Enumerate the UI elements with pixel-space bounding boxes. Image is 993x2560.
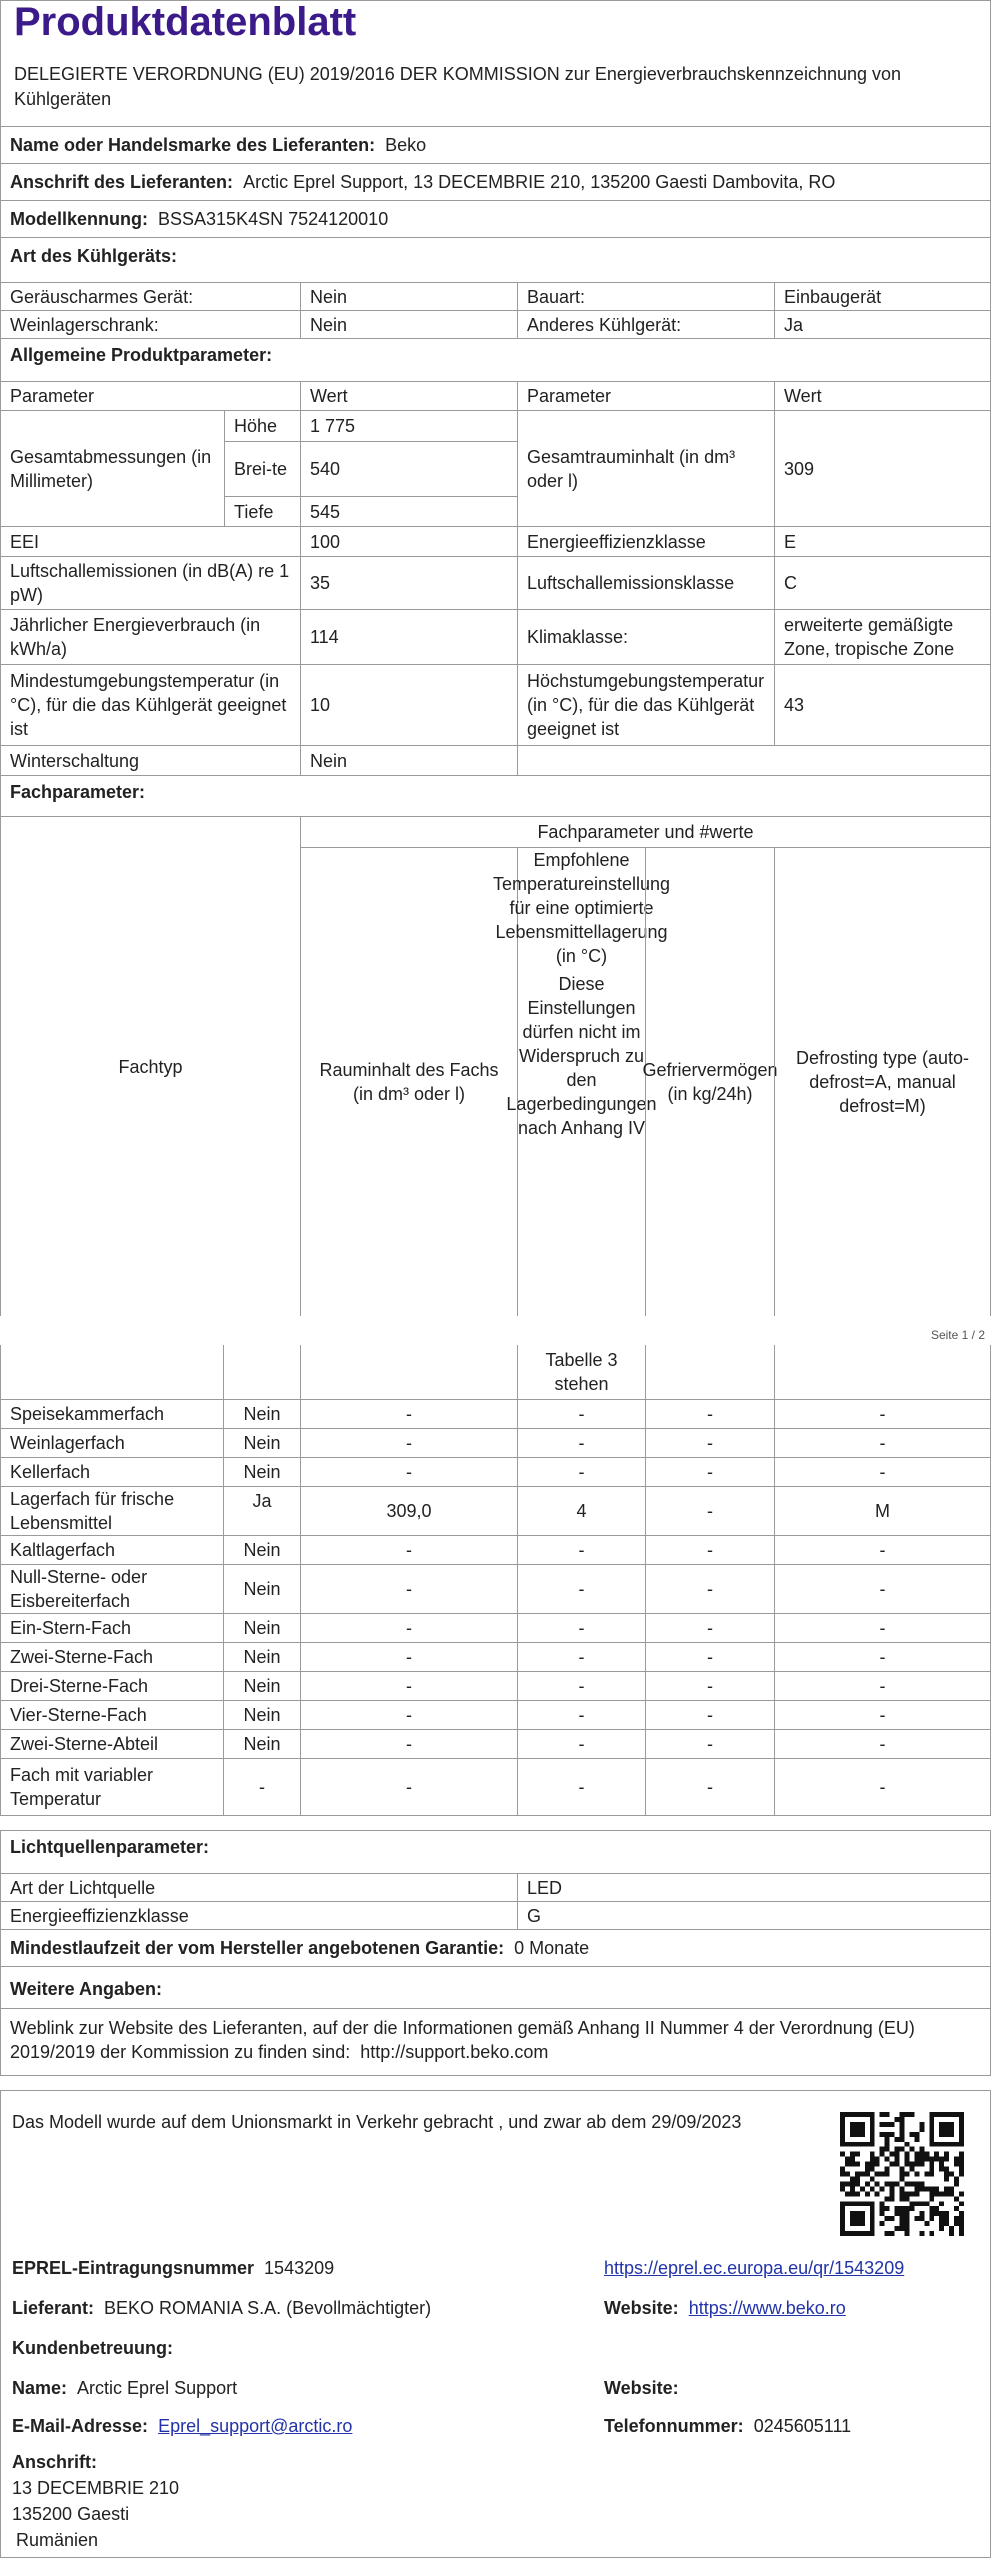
- compartment-defrost: -: [774, 1729, 991, 1759]
- design-label: Bauart:: [517, 282, 775, 311]
- compartment-volume: -: [300, 1535, 518, 1565]
- col-type-header: Fachtyp: [0, 816, 301, 1316]
- compartment-volume: -: [300, 1428, 518, 1458]
- compartment-defrost: -: [774, 1457, 991, 1487]
- min-temp-label: Mindestumgebungstemperatur (in °C), für die das Kühlgerät geeignet ist: [0, 664, 301, 746]
- compartment-temp: -: [517, 1613, 646, 1643]
- compartment-freeze: -: [645, 1758, 775, 1816]
- compartment-defrost: -: [774, 1642, 991, 1672]
- compartment-present: Nein: [223, 1399, 301, 1429]
- col-volume-header: Rauminhalt des Fachs (in dm³ oder l): [300, 847, 518, 1316]
- compartment-present: Nein: [223, 1564, 301, 1614]
- design-value: Einbaugerät: [774, 282, 991, 311]
- eprel-link[interactable]: https://eprel.ec.europa.eu/qr/1543209: [604, 2258, 905, 2278]
- support-name-label: Name:: [12, 2378, 68, 2398]
- noise-class-value: C: [774, 556, 991, 610]
- compartment-present: Nein: [223, 1700, 301, 1730]
- compartment-freeze: -: [645, 1671, 775, 1701]
- model-label: Modellkennung:: [10, 209, 148, 229]
- compartment-name: Kaltlagerfach: [0, 1535, 224, 1565]
- compartment-freeze: -: [645, 1729, 775, 1759]
- col-temp-header-text-2: Diese Einstellungen dürfen nicht im Widerspruch zu den Lagerbedingungen nach Anhang IV: [506, 974, 657, 1138]
- compartment-temp: -: [517, 1457, 646, 1487]
- compartment-freeze: -: [645, 1399, 775, 1429]
- compartments-section-heading: Fachparameter:: [0, 775, 991, 817]
- min-temp-value: 10: [300, 664, 518, 746]
- compartment-defrost: -: [774, 1564, 991, 1614]
- footer-supplier-label: Lieferant:: [12, 2298, 95, 2318]
- light-class-value: G: [517, 1901, 991, 1930]
- email-label: E-Mail-Adresse:: [12, 2416, 149, 2436]
- light-type-label: Art der Lichtquelle: [0, 1873, 518, 1902]
- warranty-row: [0, 1929, 991, 1967]
- cont-type: [0, 1345, 224, 1400]
- compartment-temp: -: [517, 1671, 646, 1701]
- winter-value: Nein: [300, 745, 518, 776]
- climate-label: Klimaklasse:: [517, 609, 775, 665]
- phone-label: Telefonnummer:: [604, 2416, 744, 2436]
- supplier-row: [12, 2296, 431, 2320]
- support-name-row: [12, 2376, 237, 2400]
- compartment-name: Lagerfach für frische Lebensmittel: [0, 1486, 224, 1536]
- model-row: [0, 200, 991, 238]
- energy-label: Jährlicher Energieverbrauch (in kWh/a): [0, 609, 301, 665]
- cont-defrost: [774, 1345, 991, 1400]
- website-link[interactable]: https://www.beko.ro: [688, 2298, 846, 2318]
- climate-value: erweiterte gemäßigte Zone, tropische Zone: [774, 609, 991, 665]
- model-value: BSSA315K4SN 7524120010: [158, 209, 389, 229]
- compartment-volume: -: [300, 1613, 518, 1643]
- compartment-defrost: -: [774, 1700, 991, 1730]
- dimensions-label: Gesamtabmessungen (in Millimeter): [0, 410, 225, 527]
- noise-value: 35: [300, 556, 518, 610]
- compartment-present: Nein: [223, 1535, 301, 1565]
- col-freeze-header: Gefriervermögen (in kg/24h): [645, 847, 775, 1316]
- supplier-name-row: [0, 126, 991, 164]
- max-temp-value: 43: [774, 664, 991, 746]
- winter-empty: [517, 745, 991, 776]
- cont-volume: [300, 1345, 518, 1400]
- more-row: [0, 2008, 991, 2076]
- phone-value: 0245605111: [753, 2416, 852, 2436]
- compartment-temp: -: [517, 1758, 646, 1816]
- support-name-value: Arctic Eprel Support: [77, 2378, 238, 2398]
- other-label: Anderes Kühlgerät:: [517, 310, 775, 339]
- page-title: Produktdatenblatt: [14, 0, 357, 44]
- compartment-freeze: -: [645, 1535, 775, 1565]
- width-value: 540: [300, 441, 518, 497]
- supplier-address-label: Anschrift des Lieferanten:: [10, 172, 234, 192]
- general-col-value: Wert: [300, 381, 518, 411]
- compartment-volume: 309,0: [300, 1486, 518, 1536]
- type-section-heading: Art des Kühlgeräts:: [0, 237, 991, 283]
- general-col-value-2: Wert: [774, 381, 991, 411]
- compartment-present: Nein: [223, 1613, 301, 1643]
- low-noise-label: Geräuscharmes Gerät:: [0, 282, 301, 311]
- compartment-freeze: -: [645, 1564, 775, 1614]
- compartment-freeze: -: [645, 1457, 775, 1487]
- footer-supplier-value: BEKO ROMANIA S.A. (Bevollmächtigter): [104, 2298, 432, 2318]
- compartment-name: Drei-Sterne-Fach: [0, 1671, 224, 1701]
- support-heading: Kundenbetreuung:: [12, 2338, 173, 2358]
- light-type-value: LED: [517, 1873, 991, 1902]
- volume-label: Gesamtrauminhalt (in dm³ oder l): [517, 410, 775, 527]
- height-value: 1 775: [300, 410, 518, 442]
- compartment-present: Nein: [223, 1671, 301, 1701]
- eei-label: EEI: [0, 526, 301, 557]
- website-label: Website:: [604, 2298, 679, 2318]
- compartment-volume: -: [300, 1729, 518, 1759]
- page-number: Seite 1 / 2: [930, 1328, 985, 1342]
- compartment-volume: -: [300, 1700, 518, 1730]
- compartment-volume: -: [300, 1564, 518, 1614]
- supplier-address-row: [0, 163, 991, 201]
- compartment-temp: -: [517, 1729, 646, 1759]
- compartment-defrost: -: [774, 1399, 991, 1429]
- compartment-volume: -: [300, 1642, 518, 1672]
- compartment-name: Weinlagerfach: [0, 1428, 224, 1458]
- light-class-label: Energieeffizienzklasse: [0, 1901, 518, 1930]
- compartment-present: Nein: [223, 1729, 301, 1759]
- cont-temp: Tabelle 3 stehen: [517, 1345, 646, 1400]
- compartment-freeze: -: [645, 1486, 775, 1536]
- support-website-label: Website:: [604, 2378, 679, 2398]
- warranty-label: Mindestlaufzeit der vom Hersteller angebotenen Garantie:: [10, 1938, 505, 1958]
- supplier-address-value: Arctic Eprel Support, 13 DECEMBRIE 210, 135200 Gaesti Dambovita, RO: [243, 172, 836, 192]
- address-label: Anschrift:: [12, 2452, 97, 2472]
- noise-class-label: Luftschallemissionsklasse: [517, 556, 775, 610]
- volume-value: 309: [774, 410, 991, 527]
- market-text: Das Modell wurde auf dem Unionsmarkt in Verkehr gebracht , und zwar ab dem 29/09/2023: [12, 2112, 742, 2132]
- address-line-3: Rumänien: [16, 2530, 99, 2550]
- compartment-defrost: -: [774, 1613, 991, 1643]
- compartment-name: Kellerfach: [0, 1457, 224, 1487]
- noise-label: Luftschallemissionen (in dB(A) re 1 pW): [0, 556, 301, 610]
- supplier-name-value: Beko: [385, 135, 427, 155]
- wine-value: Nein: [300, 310, 518, 339]
- compartment-volume: -: [300, 1457, 518, 1487]
- light-section-heading: Lichtquellenparameter:: [0, 1830, 991, 1874]
- cont-present: [223, 1345, 301, 1400]
- depth-label: Tiefe: [224, 496, 301, 527]
- compartment-freeze: -: [645, 1428, 775, 1458]
- compartment-temp: -: [517, 1700, 646, 1730]
- eei-value: 100: [300, 526, 518, 557]
- eclass-value: E: [774, 526, 991, 557]
- compartment-present: Nein: [223, 1428, 301, 1458]
- other-value: Ja: [774, 310, 991, 339]
- compartment-name: Ein-Stern-Fach: [0, 1613, 224, 1643]
- general-col-param: Parameter: [0, 381, 301, 411]
- compartment-name: Null-Sterne- oder Eisbereiterfach: [0, 1564, 224, 1614]
- qr-code[interactable]: [840, 2112, 964, 2236]
- cont-freeze: [645, 1345, 775, 1400]
- phone-row: [604, 2414, 851, 2438]
- address-line-1: 13 DECEMBRIE 210: [12, 2478, 180, 2498]
- compartment-present: -: [223, 1758, 301, 1816]
- compartment-present: Ja: [223, 1486, 301, 1536]
- compartment-present: Nein: [223, 1457, 301, 1487]
- col-temp-header-text-1: Empfohlene Temperatureinstellung für eine optimierte Lebensmittellagerung (in °C): [492, 850, 671, 966]
- compartment-volume: -: [300, 1758, 518, 1816]
- compartment-defrost: -: [774, 1535, 991, 1565]
- eprel-row: [12, 2256, 334, 2280]
- qr-code-icon: [840, 2112, 964, 2236]
- email-row: [12, 2414, 352, 2438]
- address-line-2: 135200 Gaesti: [12, 2504, 130, 2524]
- compartment-name: Zwei-Sterne-Abteil: [0, 1729, 224, 1759]
- col-temp-header: [492, 847, 671, 1316]
- compartment-volume: -: [300, 1399, 518, 1429]
- col-defrost-header: Defrosting type (auto-defrost=A, manual defrost=M): [774, 847, 991, 1316]
- regulation-text: DELEGIERTE VERORDNUNG (EU) 2019/2016 DER KOMMISSION zur Energieverbrauchskennzeichnung von Kühlgeräten: [14, 64, 902, 109]
- general-section-heading: Allgemeine Produktparameter:: [0, 338, 991, 382]
- compartment-defrost: -: [774, 1671, 991, 1701]
- col-group-header: Fachparameter und #werte: [300, 816, 991, 848]
- width-label: Brei-te: [224, 441, 301, 497]
- compartment-temp: 4: [517, 1486, 646, 1536]
- compartment-freeze: -: [645, 1613, 775, 1643]
- email-link[interactable]: Eprel_support@arctic.ro: [158, 2416, 353, 2436]
- compartment-name: Zwei-Sterne-Fach: [0, 1642, 224, 1672]
- website-row: [604, 2296, 846, 2320]
- compartment-defrost: -: [774, 1428, 991, 1458]
- compartment-name: Vier-Sterne-Fach: [0, 1700, 224, 1730]
- compartment-temp: -: [517, 1428, 646, 1458]
- compartment-freeze: -: [645, 1642, 775, 1672]
- compartment-name: Fach mit variabler Temperatur: [0, 1758, 224, 1816]
- compartment-temp: -: [517, 1642, 646, 1672]
- warranty-value: 0 Monate: [514, 1938, 590, 1958]
- compartment-name: Speisekammerfach: [0, 1399, 224, 1429]
- compartment-present: Nein: [223, 1642, 301, 1672]
- general-col-param-2: Parameter: [517, 381, 775, 411]
- compartment-volume: -: [300, 1671, 518, 1701]
- low-noise-value: Nein: [300, 282, 518, 311]
- energy-value: 114: [300, 609, 518, 665]
- compartment-temp: -: [517, 1399, 646, 1429]
- max-temp-label: Höchstumgebungstemperatur (in °C), für die das Kühlgerät geeignet ist: [517, 664, 775, 746]
- eprel-value: 1543209: [264, 2258, 335, 2278]
- winter-label: Winterschaltung: [0, 745, 301, 776]
- compartment-freeze: -: [645, 1700, 775, 1730]
- more-section-heading: Weitere Angaben:: [0, 1966, 991, 2009]
- more-text: Weblink zur Website des Lieferanten, auf der die Informationen gemäß Anhang II Nummer 4 der Verordnung (EU) 2019/2019 der Kommission zu finden sind:: [10, 2018, 915, 2062]
- compartment-defrost: M: [774, 1486, 991, 1536]
- eclass-label: Energieeffizienzklasse: [517, 526, 775, 557]
- eprel-label: EPREL-Eintragungsnummer: [12, 2258, 255, 2278]
- more-url[interactable]: http://support.beko.com: [360, 2042, 549, 2062]
- compartment-temp: -: [517, 1535, 646, 1565]
- wine-label: Weinlagerschrank:: [0, 310, 301, 339]
- supplier-name-label: Name oder Handelsmarke des Lieferanten:: [10, 135, 376, 155]
- compartment-temp: -: [517, 1564, 646, 1614]
- compartment-defrost: -: [774, 1758, 991, 1816]
- depth-value: 545: [300, 496, 518, 527]
- height-label: Höhe: [224, 410, 301, 442]
